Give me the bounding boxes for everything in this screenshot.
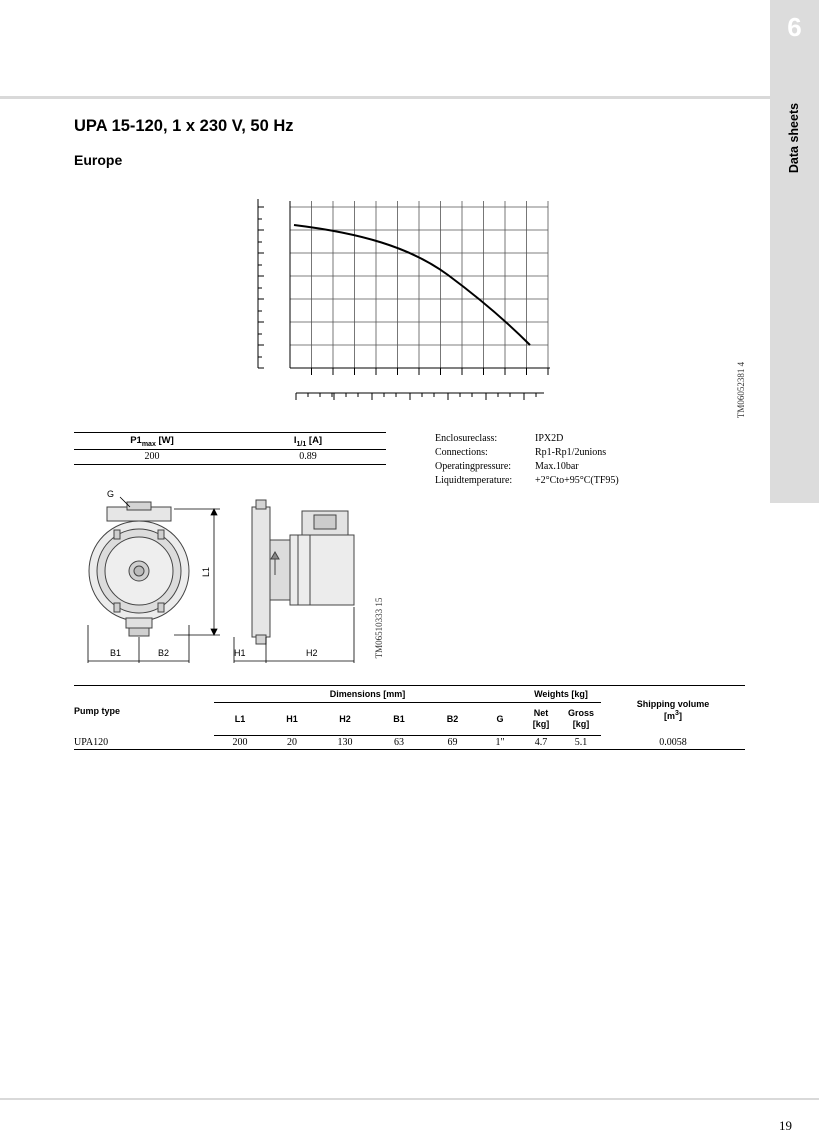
col-gross: Gross [kg] (561, 703, 601, 736)
dimension-drawing-code: TM06510333 15 (374, 597, 384, 659)
table-row: UPA120 200 20 130 63 69 1" 4.7 5.1 0.0058 (74, 736, 745, 750)
curve-drawing-code: TM06052381 4 (736, 361, 746, 419)
weights-header: Weights [kg] (521, 686, 601, 703)
pump-type-header: Pump type (74, 686, 214, 736)
page-title: UPA 15-120, 1 x 230 V, 50 Hz (74, 117, 294, 135)
side-tab-label: Data sheets (787, 102, 801, 174)
col-b2: B2 (426, 703, 479, 736)
label-h1: H1 (234, 648, 246, 658)
pump-curve-chart (250, 195, 560, 410)
label-g: G (107, 489, 115, 499)
label-b1: B1 (110, 648, 122, 658)
col-net: Net [kg] (521, 703, 561, 736)
shipping-volume-header: Shipping volume $[m^3]$ (601, 686, 745, 736)
chart-axes (258, 199, 550, 400)
p1-value: 200 (74, 449, 230, 464)
col-l1: L1 (214, 703, 266, 736)
spec-row: Operatingpressure: Max.10bar (435, 460, 579, 472)
dimensions-header: Dimensions [mm] (214, 686, 521, 703)
col-h2: H2 (318, 703, 372, 736)
side-tab (770, 0, 819, 503)
spec-row: Liquidtemperature: +2°Cto+95°C(TF95) (435, 474, 619, 486)
electrical-data-table (74, 432, 386, 465)
label-l1: L1 (201, 566, 211, 578)
page-subtitle: Europe (74, 152, 123, 168)
spec-row: Enclosureclass: IPX2D (435, 432, 564, 444)
chart-grid (290, 201, 548, 368)
pump-dimension-drawing (70, 485, 370, 665)
p1-header: $P1_{max}$ [W] (74, 433, 230, 450)
chapter-number: 6 (787, 12, 802, 42)
page-number: 19 (779, 1118, 792, 1133)
pump-curve-line (294, 225, 530, 345)
specifications-list (435, 431, 619, 487)
label-h2: H2 (306, 648, 318, 658)
current-value: 0.89 (230, 449, 386, 464)
spec-row: Connections: Rp1-Rp1/2unions (435, 446, 607, 458)
col-g: G (479, 703, 521, 736)
label-b2: B2 (158, 648, 170, 658)
footer-rule (0, 1098, 819, 1100)
current-header: $I_{1/1}$ [A] (230, 433, 386, 450)
col-h1: H1 (266, 703, 318, 736)
header-rule (0, 96, 770, 99)
dimensions-table (74, 685, 745, 750)
col-b1: B1 (372, 703, 426, 736)
